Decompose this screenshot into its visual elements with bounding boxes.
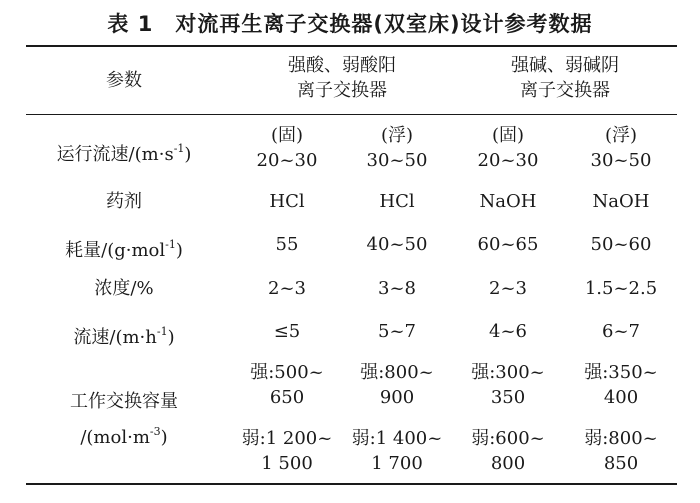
reagent-cell: HCl: [269, 191, 305, 212]
row-label-flow-regen: 流速$/(m\cdot h^{-1})$: [73, 325, 175, 348]
capacity-strong-cell: 强:350~ 400: [584, 362, 658, 408]
header-base: [452, 53, 678, 103]
flow-regen-cell: 6~7: [602, 321, 640, 342]
concentration-cell: 2~3: [268, 278, 306, 299]
flow-op-cell: (浮) 30~50: [366, 125, 428, 171]
row-label-capacity: 工作交换容量 $/(mol\cdot m^{-3})$: [70, 391, 178, 448]
bottom-rule: [26, 483, 677, 485]
capacity-weak-cell: 弱:600~ 800: [471, 428, 545, 474]
capacity-strong-cell: 强:300~ 350: [471, 362, 545, 408]
row-label-concentration: 浓度/%: [94, 278, 154, 299]
table-number: 表 1: [107, 12, 154, 36]
consumption-cell: 50~60: [590, 234, 652, 255]
capacity-strong-cell: 强:800~ 900: [360, 362, 434, 408]
header-rule: [26, 114, 677, 115]
concentration-cell: 2~3: [489, 278, 527, 299]
flow-op-cell: (固) 20~30: [477, 125, 539, 171]
capacity-weak-cell: 弱:1 200~ 1 500: [241, 428, 333, 474]
consumption-cell: 40~50: [366, 234, 428, 255]
header-acid: [232, 53, 452, 103]
flow-regen-cell: 4~6: [489, 321, 527, 342]
row-label-flow-op: 运行流速$/(m\cdot s^{-1})$: [56, 142, 192, 165]
row-label-consumption: 耗量/(g·mol$^{-1}$): [65, 238, 183, 261]
capacity-weak-cell: 弱:800~ 850: [584, 428, 658, 474]
table-caption: 对流再生离子交换器(双室床)设计参考数据: [175, 12, 593, 36]
capacity-weak-cell: 弱:1 400~ 1 700: [351, 428, 443, 474]
concentration-cell: 3~8: [378, 278, 416, 299]
consumption-cell: 55: [275, 234, 299, 255]
concentration-cell: 1.5~2.5: [584, 278, 658, 299]
table-title: [0, 8, 700, 38]
flow-op-cell: (浮) 30~50: [590, 125, 652, 171]
reagent-cell: HCl: [379, 191, 415, 212]
header-base-line1: 强碱、弱碱阴: [511, 55, 619, 76]
reagent-cell: NaOH: [479, 191, 537, 212]
header-acid-line1: 强酸、弱酸阳: [288, 55, 396, 76]
row-label-reagent: 药剂: [106, 191, 142, 212]
header-param: 参数: [106, 70, 142, 91]
header-acid-line2: 离子交换器: [297, 80, 387, 101]
top-rule: [26, 45, 677, 47]
capacity-strong-cell: 强:500~ 650: [250, 362, 324, 408]
flow-regen-cell: ≤5: [273, 321, 301, 342]
consumption-cell: 60~65: [477, 234, 539, 255]
header-base-line2: 离子交换器: [520, 80, 610, 101]
flow-regen-cell: 5~7: [378, 321, 416, 342]
reagent-cell: NaOH: [592, 191, 650, 212]
flow-op-cell: (固) 20~30: [256, 125, 318, 171]
